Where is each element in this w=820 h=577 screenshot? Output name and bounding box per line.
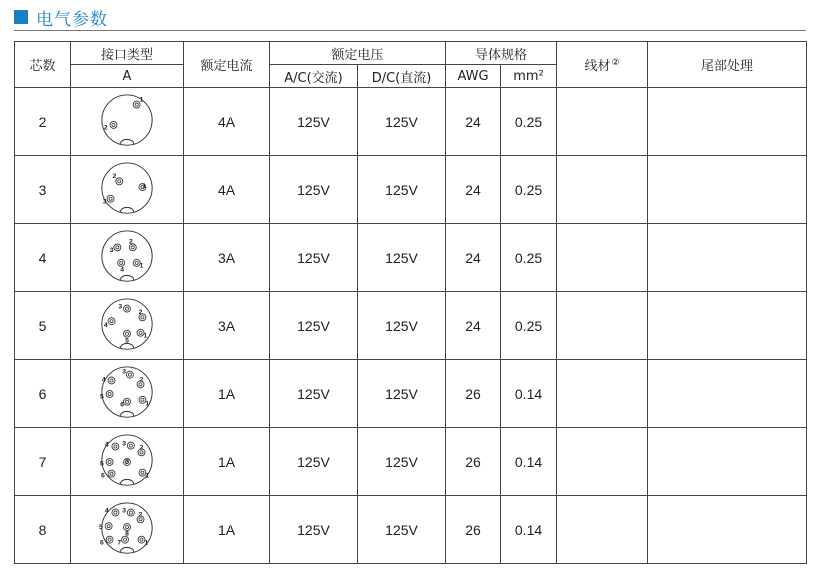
cores-cell: 7 [15, 428, 71, 496]
pin-number-label: 4 [104, 506, 109, 514]
voltage-ac-cell: 125V [270, 292, 358, 360]
tail-treatment-cell [648, 224, 807, 292]
square-bullet-icon [14, 10, 28, 24]
mm2-cell: 0.14 [501, 360, 557, 428]
voltage-ac-cell: 125V [270, 428, 358, 496]
connector-cell [71, 156, 184, 224]
header-rated-voltage: 额定电压 [270, 42, 446, 65]
header-interface-sub: A [71, 65, 184, 88]
wire-cell [557, 88, 648, 156]
voltage-dc-cell: 125V [358, 156, 446, 224]
tail-treatment-cell [648, 360, 807, 428]
table-row [15, 496, 807, 564]
connector-cell [71, 224, 184, 292]
voltage-ac-cell: 125V [270, 88, 358, 156]
pin-number-label: 2 [128, 237, 133, 245]
pin-number-label: 1 [145, 399, 150, 407]
pin-number-label: 1 [139, 96, 144, 104]
awg-cell: 26 [446, 428, 501, 496]
voltage-dc-cell: 125V [358, 428, 446, 496]
awg-cell: 26 [446, 496, 501, 564]
table-row [15, 292, 807, 360]
awg-cell: 24 [446, 88, 501, 156]
pin-number-label: 5 [99, 523, 103, 531]
electrical-parameters-table [14, 41, 807, 564]
awg-cell: 26 [446, 360, 501, 428]
rated-current-cell: 3A [184, 224, 270, 292]
pin-number-label: 5 [99, 393, 104, 401]
tail-treatment-cell [648, 428, 807, 496]
section-title: 电气参数 [36, 9, 108, 30]
rated-current-cell: 4A [184, 156, 270, 224]
tail-treatment-cell [648, 88, 807, 156]
rated-current-cell: 1A [184, 496, 270, 564]
pin-number-label: 7 [117, 538, 122, 546]
pin-number-label: 1 [145, 471, 150, 479]
wire-cell [557, 224, 648, 292]
voltage-dc-cell: 125V [358, 360, 446, 428]
connector-pinout-icon [98, 501, 156, 559]
pin-number-label: 6 [100, 471, 105, 479]
pin-number-label: 3 [122, 368, 126, 376]
rated-current-cell: 4A [184, 88, 270, 156]
connector-pinout-icon [98, 297, 156, 355]
pin-number-label: 2 [139, 443, 144, 451]
mm2-cell: 0.14 [501, 496, 557, 564]
pin-number-label: 2 [138, 308, 143, 316]
cores-cell: 4 [15, 224, 71, 292]
pin-number-label: 2 [103, 124, 108, 132]
pin-number-label: 6 [99, 538, 104, 546]
voltage-dc-cell: 125V [358, 496, 446, 564]
table-row [15, 88, 807, 156]
pin-number-label: 1 [144, 538, 149, 546]
header-interface-type: 接口类型 [71, 42, 184, 65]
cores-cell: 3 [15, 156, 71, 224]
pin-number-label: 3 [122, 506, 126, 514]
pin-number-label: 4 [103, 321, 108, 329]
pin-number-label: 2 [138, 510, 143, 518]
pin-number-label: 8 [125, 530, 129, 538]
voltage-dc-cell: 125V [358, 88, 446, 156]
pin-number-label: 1 [142, 182, 147, 190]
mm2-cell: 0.25 [501, 224, 557, 292]
pin-number-label: 2 [139, 375, 144, 383]
connector-cell [71, 88, 184, 156]
table-row [15, 224, 807, 292]
awg-cell: 24 [446, 224, 501, 292]
rated-current-cell: 3A [184, 292, 270, 360]
connector-pinout-icon [98, 229, 156, 287]
wire-cell [557, 360, 648, 428]
rated-current-cell: 1A [184, 428, 270, 496]
header-rated-current: 额定电流 [184, 42, 270, 88]
connector-cell [71, 292, 184, 360]
voltage-ac-cell: 125V [270, 360, 358, 428]
connector-pinout-icon [98, 161, 156, 219]
header-cores: 芯数 [15, 42, 71, 88]
header-divider [14, 30, 806, 31]
pin-number-label: 4 [104, 440, 109, 448]
mm2-cell: 0.25 [501, 292, 557, 360]
table-row [15, 156, 807, 224]
connector-cell [71, 428, 184, 496]
pin-number-label: 4 [120, 265, 125, 273]
wire-cell [557, 292, 648, 360]
wire-cell [557, 496, 648, 564]
tail-treatment-cell [648, 156, 807, 224]
awg-cell: 24 [446, 292, 501, 360]
cores-cell: 2 [15, 88, 71, 156]
pin-number-label: 3 [102, 197, 107, 205]
pin-number-label: 1 [143, 331, 148, 339]
cores-cell: 8 [15, 496, 71, 564]
connector-pinout-icon [98, 93, 156, 151]
pin-number-label: 4 [101, 375, 106, 383]
pin-number-label: 1 [139, 262, 144, 270]
rated-current-cell: 1A [184, 360, 270, 428]
connector-shell [102, 94, 152, 144]
pin-number-label: 7 [125, 458, 129, 466]
connector-pinout-icon [98, 433, 156, 491]
cores-cell: 6 [15, 360, 71, 428]
header-tail-treatment: 尾部处理 [648, 42, 807, 88]
tail-treatment-cell [648, 496, 807, 564]
header-voltage-dc: D/C(直流) [358, 65, 446, 88]
mm2-cell: 0.25 [501, 156, 557, 224]
voltage-ac-cell: 125V [270, 156, 358, 224]
pin-number-label: 2 [112, 172, 117, 180]
footnote-2-marker: ② [611, 57, 620, 68]
voltage-ac-cell: 125V [270, 496, 358, 564]
pin-number-label: 3 [118, 302, 123, 310]
pin-number-label: 6 [120, 400, 125, 408]
pin-number-label: 5 [125, 336, 129, 344]
cores-cell: 5 [15, 292, 71, 360]
mm2-cell: 0.14 [501, 428, 557, 496]
header-wire-label: 线材 [584, 59, 611, 74]
table-row [15, 360, 807, 428]
pin-number-label: 3 [122, 439, 126, 447]
header-conductor-spec: 导体规格 [446, 42, 557, 65]
connector-cell [71, 496, 184, 564]
tail-treatment-cell [648, 292, 807, 360]
voltage-dc-cell: 125V [358, 292, 446, 360]
header-awg: AWG [446, 65, 501, 88]
pin-number-label: 3 [109, 246, 114, 254]
header-voltage-ac: A/C(交流) [270, 65, 358, 88]
table-row [15, 428, 807, 496]
connector-shell [99, 366, 152, 416]
mm2-cell: 0.25 [501, 88, 557, 156]
connector-shell [102, 230, 152, 280]
pin-number-label: 5 [99, 460, 104, 468]
awg-cell: 24 [446, 156, 501, 224]
connector-cell [71, 360, 184, 428]
wire-cell [557, 156, 648, 224]
header-mm2: mm² [501, 65, 557, 88]
wire-cell [557, 428, 648, 496]
header-wire [557, 42, 648, 88]
voltage-ac-cell: 125V [270, 224, 358, 292]
connector-pinout-icon [98, 365, 156, 423]
voltage-dc-cell: 125V [358, 224, 446, 292]
section-header [14, 6, 108, 28]
